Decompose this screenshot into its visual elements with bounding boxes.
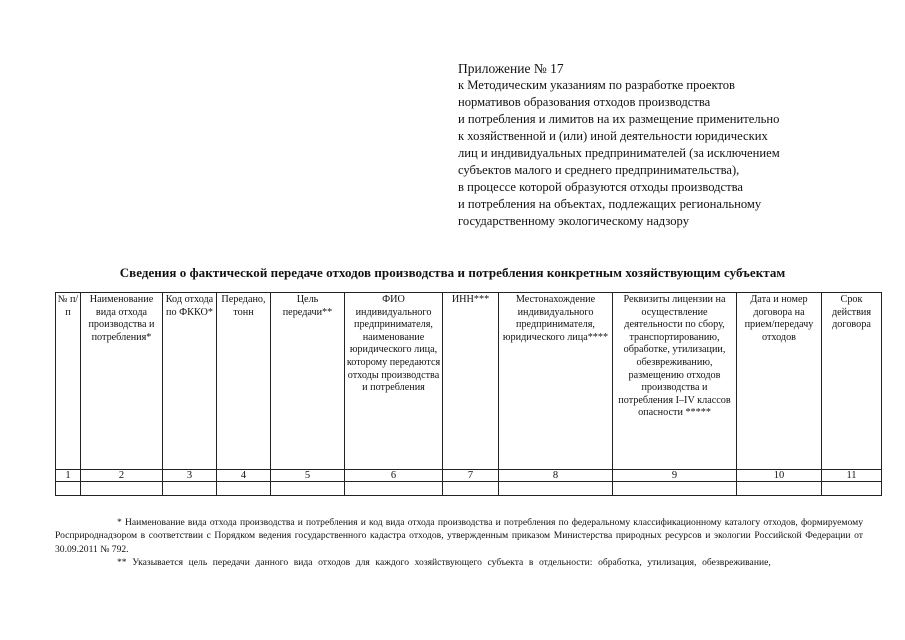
- column-number: 11: [822, 470, 882, 482]
- column-number: 5: [271, 470, 345, 482]
- footnote-2: ** Указывается цель передачи данного вида отходов для каждого хозяйствующего субъекта в отдельности: обработка, утилизация, обезвреживание,: [117, 557, 771, 569]
- document-title: Сведения о фактической передаче отходов производства и потребления конкретным хозяйствующим субъектам: [119, 265, 786, 280]
- appendix-line: государственному экологическому надзору: [458, 214, 689, 228]
- column-number: 7: [443, 470, 499, 482]
- header-cell: ИНН***: [443, 293, 499, 470]
- empty-cell: [56, 482, 81, 496]
- header-cell: Цель передачи**: [271, 293, 345, 470]
- appendix-line: в процессе которой образуются отходы производства: [458, 180, 744, 194]
- empty-cell: [271, 482, 345, 496]
- column-number: 2: [81, 470, 163, 482]
- appendix-line: лиц и индивидуальных предпринимателей (за исключением: [458, 146, 780, 160]
- appendix-line: и потребления на объектах, подлежащих региональному: [458, 197, 762, 211]
- header-cell: № п/п: [56, 293, 81, 470]
- appendix-line: к хозяйственной и (или) иной деятельности юридических: [458, 129, 768, 143]
- empty-cell: [737, 482, 822, 496]
- header-cell: Местонахождение индивидуального предпринимателя, юридического лица****: [499, 293, 613, 470]
- empty-cell: [443, 482, 499, 496]
- column-number: 9: [613, 470, 737, 482]
- appendix-line: субъектов малого и среднего предпринимательства),: [458, 163, 740, 177]
- header-cell: Передано, тонн: [217, 293, 271, 470]
- header-cell: Реквизиты лицензии на осуществление деятельности по сбору, транспортированию, обработке, утилизации, обезвреживанию, размещению отходов производства и потребления I–IV классов опасности *****: [613, 293, 737, 470]
- header-cell: Дата и номер договора на прием/передачу отходов: [737, 293, 822, 470]
- footnote-1: * Наименование вида отхода производства и потребления и код вида отхода производства и потребления по федеральному классификационному каталогу отходов, формируемому Росприроднадзором в соответствии с Порядком ведения государственного кадастра отходов, утвержденным приказом Министерства природных ресурсов и экологии Российской Федерации от 30.09.2011 № 792.: [55, 517, 863, 555]
- header-cell: Наименование вида отхода производства и потребления*: [81, 293, 163, 470]
- column-number: 8: [499, 470, 613, 482]
- column-number-row: [56, 470, 882, 482]
- header-cell: Срок действия договора: [822, 293, 882, 470]
- appendix-line: к Методическим указаниям по разработке проектов: [458, 78, 736, 92]
- table-header-row: [56, 293, 882, 470]
- empty-data-row: [56, 482, 882, 496]
- empty-cell: [499, 482, 613, 496]
- empty-cell: [613, 482, 737, 496]
- empty-cell: [163, 482, 217, 496]
- empty-cell: [217, 482, 271, 496]
- appendix-title: Приложение № 17: [458, 61, 564, 76]
- column-number: 3: [163, 470, 217, 482]
- appendix-line: нормативов образования отходов производства: [458, 95, 711, 109]
- empty-cell: [81, 482, 163, 496]
- empty-cell: [822, 482, 882, 496]
- header-cell: ФИО индивидуального предпринимателя, наименование юридического лица, которому передаются отходы производства и потребления: [345, 293, 443, 470]
- column-number: 6: [345, 470, 443, 482]
- header-cell: Код отхода по ФККО*: [163, 293, 217, 470]
- appendix-block: [458, 60, 898, 230]
- column-number: 1: [56, 470, 81, 482]
- empty-cell: [345, 482, 443, 496]
- column-number: 4: [217, 470, 271, 482]
- transfer-table: [55, 292, 882, 496]
- footnotes: [55, 516, 863, 570]
- appendix-line: и потребления и лимитов на их размещение применительно: [458, 112, 780, 126]
- column-number: 10: [737, 470, 822, 482]
